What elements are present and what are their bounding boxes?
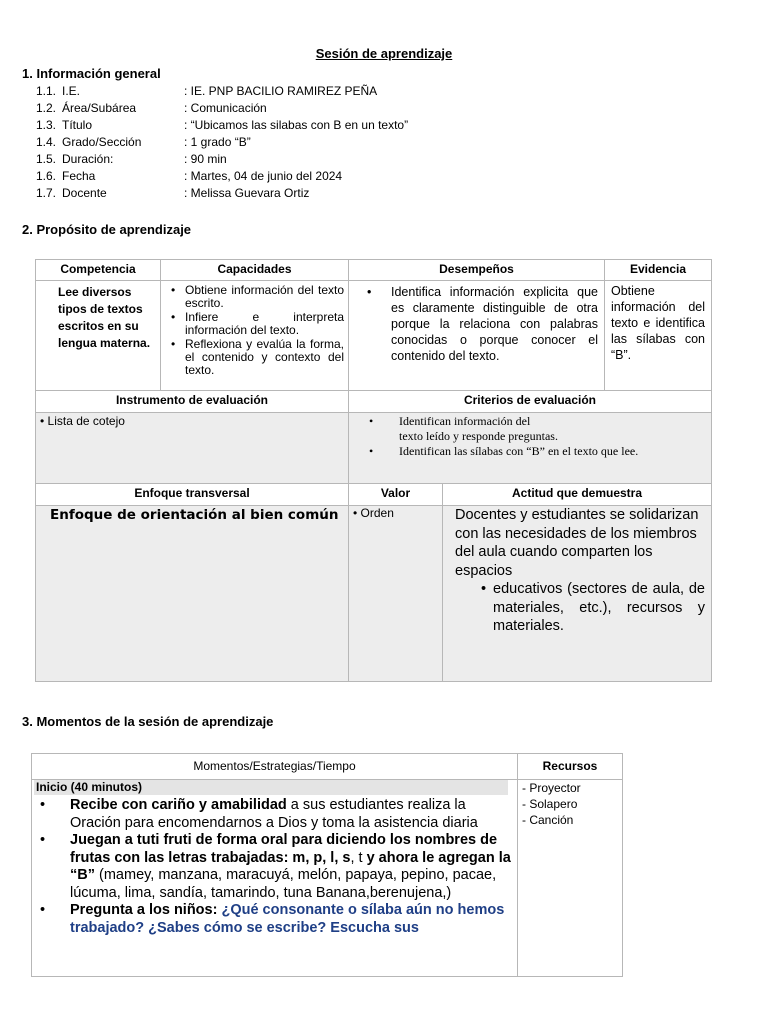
competencia-cell: Lee diversos tipos de textos escritos en su lengua materna. xyxy=(58,285,151,350)
actitud-text: Docentes y estudiantes se solidarizan con las necesidades de los miembros del aula cuando comparten los espacios xyxy=(455,507,699,579)
instrumento-cell: • Lista de cotejo xyxy=(36,413,348,483)
header-competencia: Competencia xyxy=(60,262,136,276)
desempeno-item: • Identifica información explicita que es claramente distinguible de otra porque la relaciona con palabras conocidas o porque conocer el contenido del texto. xyxy=(361,284,598,364)
enfoque-cell: Enfoque de orientación al bien común xyxy=(36,506,348,681)
header-instrumento: Instrumento de evaluación xyxy=(115,393,269,407)
inicio-label: Inicio (40 minutos) xyxy=(34,780,508,795)
header-valor: Valor xyxy=(348,483,442,505)
valor-cell: • Orden xyxy=(348,506,442,681)
capacidad-item: • Obtiene información del texto escrito. xyxy=(165,284,344,310)
recurso-item: - Proyector xyxy=(522,781,581,795)
section-3-heading: 3. Momentos de la sesión de aprendizaje xyxy=(22,714,274,729)
strategy-item: • Recibe con cariño y amabilidad a sus estudiantes realiza la Oración para encomendarnos a Dios y toma la asistencia diaria xyxy=(34,797,511,832)
evidencia-cell: Obtiene información del texto e identifica las sílabas con “B”. xyxy=(604,281,711,390)
criterios-cell xyxy=(348,413,711,483)
moments-table xyxy=(31,753,623,977)
criterio-item: • Identifican las sílabas con “B” en el texto que lee. xyxy=(363,444,711,459)
header-recursos: Recursos xyxy=(517,754,622,779)
section-2-heading: 2. Propósito de aprendizaje xyxy=(22,222,192,237)
capacidades-cell xyxy=(160,281,348,390)
recursos-cell xyxy=(517,780,622,976)
criterio-item: • Identifican información del xyxy=(363,414,711,429)
actitud-item: • educativos (sectores de aula, de materiales, etc.), recursos y materiales. xyxy=(475,580,705,636)
header-momentos: Momentos/Estrategias/Tiempo xyxy=(193,759,356,773)
criterio-item-continued: texto leído y responde preguntas. xyxy=(399,429,558,443)
strategy-item: • Juegan a tuti fruti de forma oral para diciendo los nombres de frutas con las letras trabajadas: m, p, l, s, t y ahora le agregan la “B” (mamey, manzana, maracuyá, melón, papaya, pepino, pacae, lúcuma, lima, sandía, tamarindo, tuna Banana,berenujena,) xyxy=(34,832,511,902)
page-title: Sesión de aprendizaje xyxy=(315,46,453,61)
header-enfoque: Enfoque transversal xyxy=(134,486,250,500)
capacidad-item: • Infiere e interpreta información del texto. xyxy=(165,311,344,337)
valor-value: Orden xyxy=(360,506,394,520)
purpose-table xyxy=(35,259,712,682)
recurso-item: - Canción xyxy=(522,813,574,827)
capacidad-item: • Reflexiona y evalúa la forma, el contenido y contexto del texto. xyxy=(165,338,344,377)
actitud-cell xyxy=(442,506,711,681)
header-capacidades: Capacidades xyxy=(160,260,348,280)
recurso-item: - Solapero xyxy=(522,797,578,811)
section-1-heading: 1. Información general xyxy=(22,66,161,81)
strategy-item: • Pregunta a los niños: ¿Qué consonante o sílaba aún no hemos trabajado? ¿Sabes cómo se escribe? Escucha sus xyxy=(34,902,511,937)
header-evidencia: Evidencia xyxy=(604,260,711,280)
header-desempenos: Desempeños xyxy=(348,260,604,280)
header-actitud: Actitud que demuestra xyxy=(442,483,711,505)
momentos-cell xyxy=(32,780,517,976)
instrumento-value: Lista de cotejo xyxy=(47,414,125,428)
header-criterios: Criterios de evaluación xyxy=(348,390,711,412)
desempeno-cell xyxy=(348,281,604,390)
